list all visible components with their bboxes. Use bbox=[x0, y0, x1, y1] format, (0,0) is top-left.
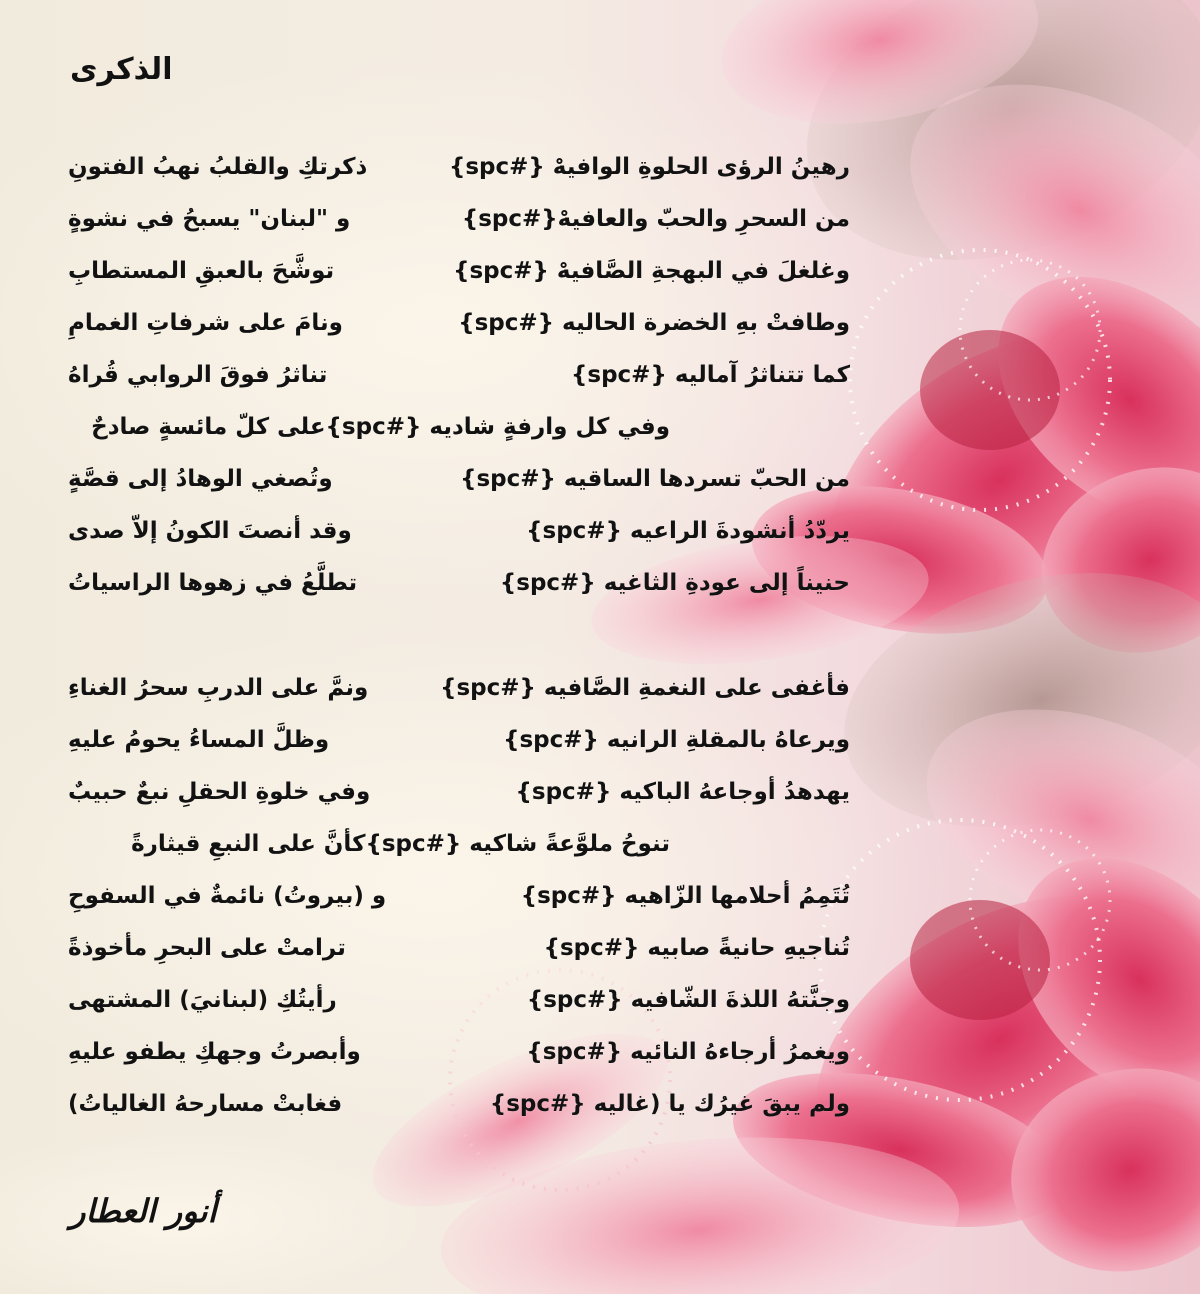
verse-second-hemistich: وأبصرتُ وجهكِ يطفو عليهِ bbox=[68, 1039, 361, 1065]
verse-second-hemistich: فغابتْ مسارحهُ الغالياتُ) bbox=[68, 1091, 343, 1117]
verse-line bbox=[0, 358, 1200, 410]
verse-second-hemistich: ونامَ على شرفاتِ الغمامِ bbox=[68, 310, 343, 336]
verse-second-hemistich: و (بيروتُ) نائمةٌ في السفوحِ bbox=[68, 883, 387, 909]
verse-line bbox=[0, 775, 1200, 827]
verse-second-hemistich: وتُصغي الوهادُ إلى قصَّةٍ bbox=[68, 466, 333, 492]
verse-line bbox=[0, 566, 1200, 618]
stanza-1 bbox=[0, 150, 1200, 618]
verse-second-hemistich: وظلَّ المساءُ يحومُ عليهِ bbox=[68, 727, 330, 753]
verse-first-hemistich: رهينُ الرؤى الحلوةِ الوافيهْ {#spc} bbox=[448, 154, 850, 180]
verse-first-hemistich: كما تتناثرُ آماليه {#spc} bbox=[571, 362, 850, 388]
verse-first-hemistich: تُناجيهِ حانيةً صابيه {#spc} bbox=[543, 935, 850, 961]
verse-first-hemistich: ويغمرُ أرجاءهُ النائيه {#spc} bbox=[526, 1039, 850, 1065]
verse-line bbox=[0, 514, 1200, 566]
verse-line bbox=[0, 931, 1200, 983]
verse-first-hemistich: يردّدُ أنشودةَ الراعيه {#spc} bbox=[526, 518, 850, 544]
verse-line bbox=[0, 827, 1200, 879]
verse-first-hemistich: حنيناً إلى عودةِ الثاغيه {#spc} bbox=[499, 570, 850, 596]
verse-first-hemistich: وجنَّتهُ اللذةَ الشّافيه {#spc} bbox=[526, 987, 850, 1013]
verse-second-hemistich: ترامتْ على البحرِ مأخوذةً bbox=[68, 935, 346, 961]
verse-second-hemistich: توشَّحَ بالعبقِ المستطابِ bbox=[68, 258, 335, 284]
verse-line bbox=[0, 723, 1200, 775]
verse-full-line: وفي كل وارفةٍ شاديه {#spc}على كلّ مائسةٍ صادحٌ bbox=[91, 414, 670, 440]
verse-line bbox=[0, 671, 1200, 723]
verse-first-hemistich: وطافتْ بهِ الخضرة الحاليه {#spc} bbox=[458, 310, 850, 336]
verse-first-hemistich: يهدهدُ أوجاعهُ الباكيه {#spc} bbox=[515, 779, 850, 805]
verse-second-hemistich: ونمَّ على الدربِ سحرُ الغناءِ bbox=[68, 675, 369, 701]
verse-second-hemistich: تطلَّعُ في زهوها الراسياتُ bbox=[68, 570, 358, 596]
verse-second-hemistich: تناثرُ فوقَ الروابي قُراهُ bbox=[68, 362, 328, 388]
verse-line bbox=[0, 410, 1200, 462]
verse-first-hemistich: ولم يبقَ غيرُك يا (غاليه {#spc} bbox=[489, 1091, 850, 1117]
verse-line bbox=[0, 254, 1200, 306]
verse-first-hemistich: من السحرِ والحبّ والعافيهْ{#spc} bbox=[461, 206, 850, 232]
verse-first-hemistich: فأغفى على النغمةِ الصَّافيه {#spc} bbox=[440, 675, 850, 701]
verse-line bbox=[0, 306, 1200, 358]
verse-line bbox=[0, 202, 1200, 254]
verse-first-hemistich: من الحبّ تسردها الساقيه {#spc} bbox=[460, 466, 850, 492]
verse-full-line: تنوحُ ملوَّعةً شاكيه {#spc}كأنَّ على النبعِ قيثارةً bbox=[131, 831, 670, 857]
verse-line bbox=[0, 1035, 1200, 1087]
verse-second-hemistich: رأيتُكِ (لبنانيَ) المشتهى bbox=[68, 987, 337, 1013]
verse-line bbox=[0, 1087, 1200, 1139]
stanza-2 bbox=[0, 671, 1200, 1139]
verse-first-hemistich: تُتَمِمُ أحلامها الزّاهيه {#spc} bbox=[520, 883, 850, 909]
verse-first-hemistich: وغلغلَ في البهجةِ الصَّافيهْ {#spc} bbox=[453, 258, 850, 284]
verse-second-hemistich: و "لبنان" يسبحُ في نشوةٍ bbox=[68, 206, 351, 232]
verse-line bbox=[0, 983, 1200, 1035]
poem-title: الذكرى bbox=[70, 52, 173, 87]
poem-author: أنور العطار bbox=[70, 1192, 217, 1230]
verse-second-hemistich: ذكرتكِ والقلبُ نهبُ الفتونِ bbox=[68, 154, 368, 180]
verse-line bbox=[0, 150, 1200, 202]
verse-line bbox=[0, 879, 1200, 931]
verse-second-hemistich: وفي خلوةِ الحقلِ نبعٌ حبيبٌ bbox=[68, 779, 371, 805]
verse-second-hemistich: وقد أنصتَ الكونُ إلاّ صدى bbox=[68, 518, 352, 544]
verse-line bbox=[0, 462, 1200, 514]
verse-first-hemistich: ويرعاهُ بالمقلةِ الرانيه {#spc} bbox=[503, 727, 850, 753]
